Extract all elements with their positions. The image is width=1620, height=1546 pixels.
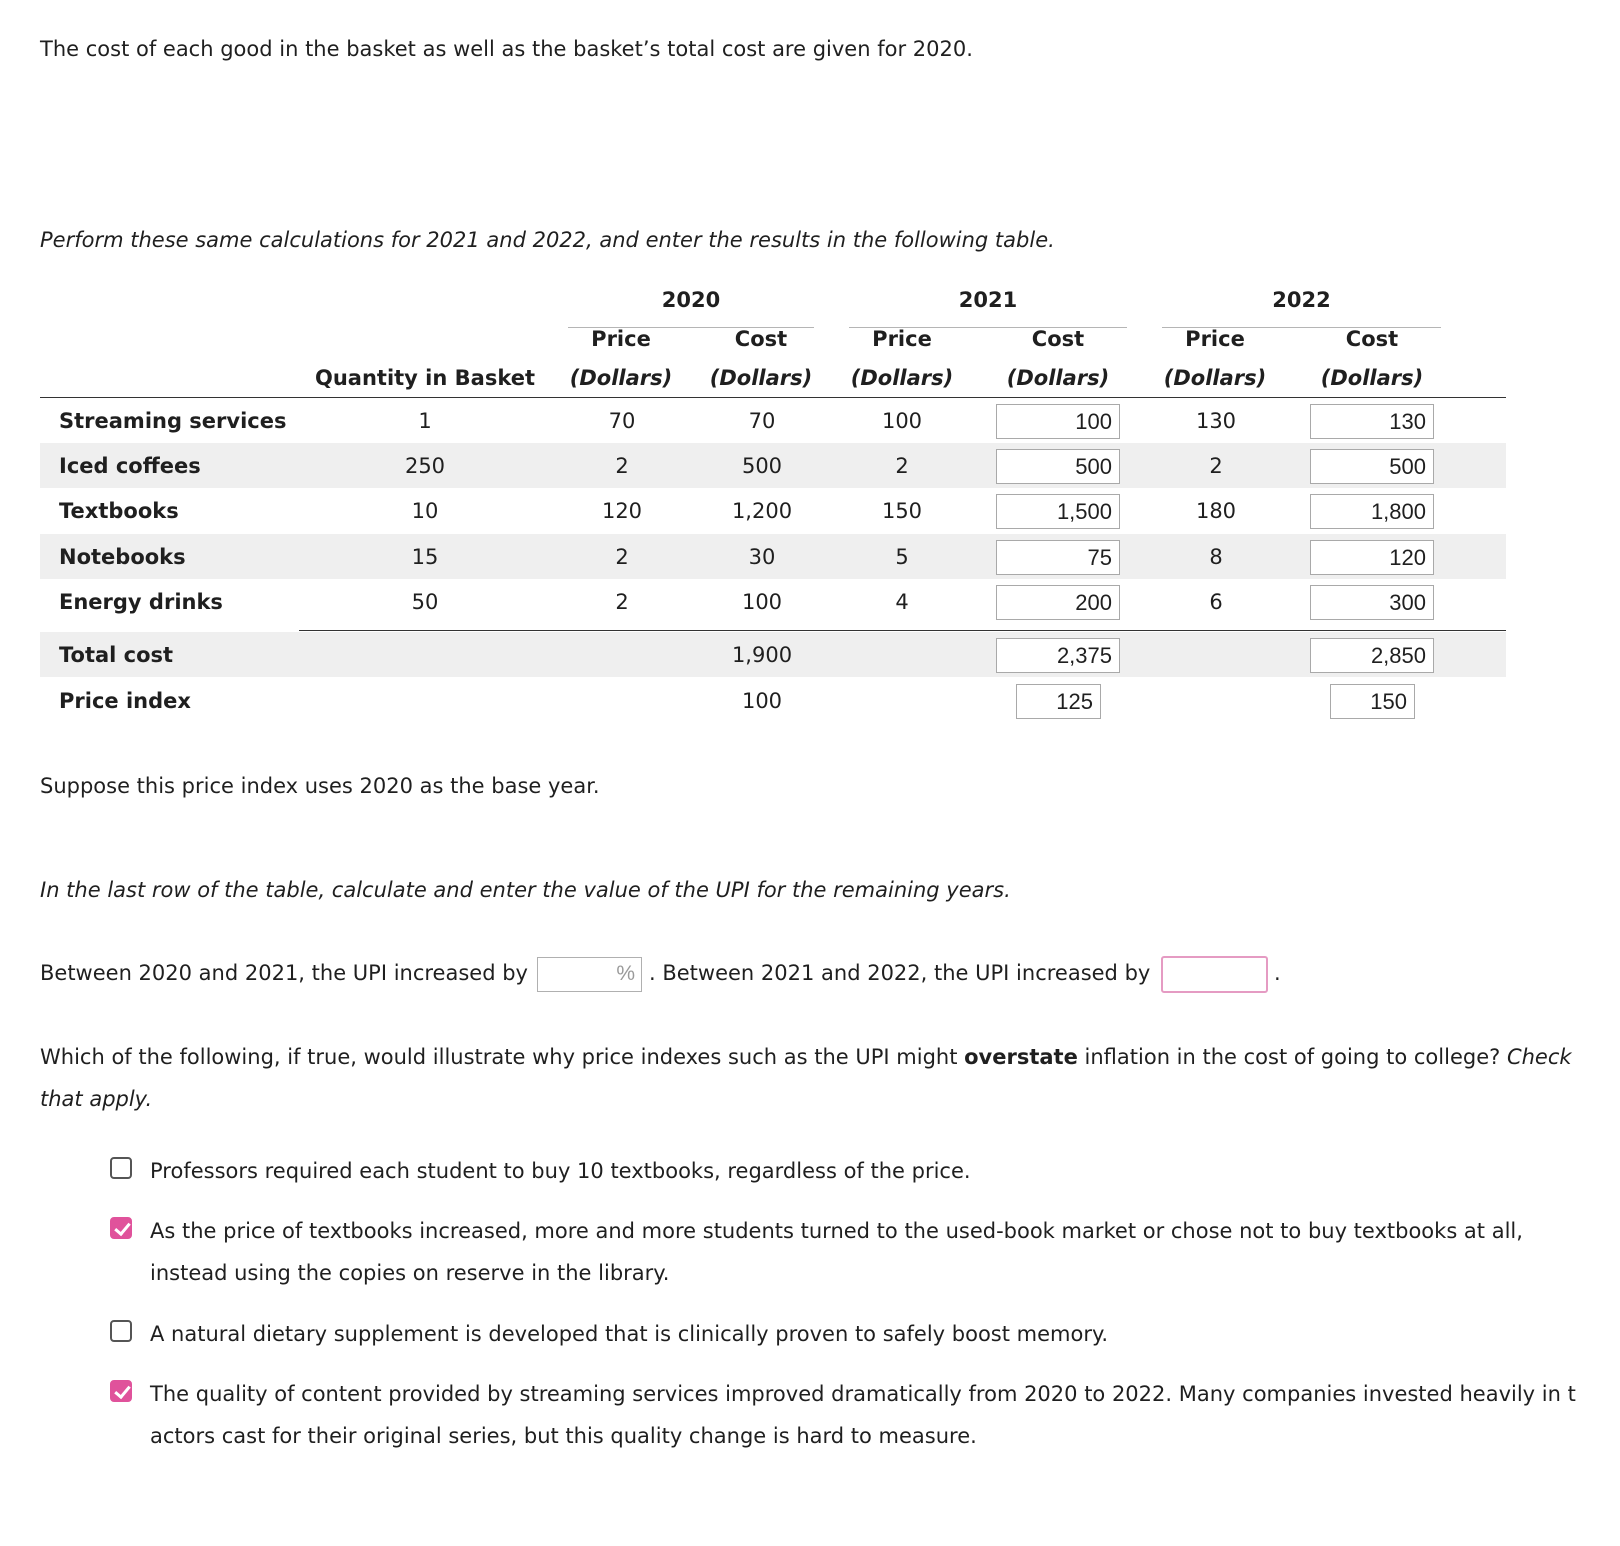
total-2020-cell: 1,900 [731,643,793,667]
price-2021-cell: 4 [895,590,909,614]
price-index-2022-input[interactable]: 150 [1330,684,1415,719]
price-2021-cell: 100 [881,409,923,433]
price-2022-cell: 180 [1195,499,1237,523]
price-index-label: Price index [59,689,191,713]
col-header-units: (Dollars) [1163,366,1267,390]
price-2021-cell: 5 [895,545,909,569]
cost-2020-cell: 500 [741,454,783,478]
row-label: Iced coffees [59,454,201,478]
row-label: Textbooks [59,499,179,523]
cost-2020-cell: 100 [741,590,783,614]
total-label: Total cost [59,643,174,667]
increase-text-2: . Between 2021 and 2022, the UPI increased by [649,961,1151,985]
price-2022-cell: 6 [1209,590,1223,614]
price-2022-cell: 130 [1195,409,1237,433]
year-header-2021: 2021 [958,288,1018,312]
total-2022-input[interactable]: 2,850 [1310,638,1434,673]
increase-text-3: . [1274,961,1281,985]
checkbox-unchecked-icon[interactable] [110,1157,132,1179]
question-line-2: that apply. [40,1087,153,1111]
col-header-units: (Dollars) [1006,366,1110,390]
option-text: Professors required each student to buy 10 textbooks, regardless of the price. [150,1159,971,1183]
col-header-cost-2021: Cost [1031,327,1085,351]
qty-cell: 1 [418,409,432,433]
col-header-price-2020: Price [591,327,651,351]
cost-2022-input[interactable]: 1,800 [1310,494,1434,529]
qty-cell: 250 [404,454,446,478]
cost-2020-cell: 30 [748,545,776,569]
cost-2020-cell: 70 [748,409,776,433]
question-bold: overstate [964,1045,1078,1069]
price-index-2020-cell: 100 [741,689,783,713]
cost-2021-input[interactable]: 75 [996,540,1120,575]
cost-2022-input[interactable]: 300 [1310,585,1434,620]
price-2020-cell: 120 [601,499,643,523]
col-header-price-2021: Price [872,327,932,351]
percent-sign: % [616,962,635,985]
row-label: Energy drinks [59,590,223,614]
col-header-cost-2020: Cost [734,327,788,351]
total-rule [299,630,1506,631]
cost-2021-input[interactable]: 200 [996,585,1120,620]
option-text: The quality of content provided by streaming services improved dramatically from 2020 to 2022. Many companies invested heavily in t [150,1382,1576,1406]
row-label: Notebooks [59,545,186,569]
col-header-units: (Dollars) [850,366,954,390]
option-text: As the price of textbooks increased, more and more students turned to the used-book market or chose not to buy textbooks at all, [150,1219,1523,1243]
header-rule [40,397,1506,398]
option-text: actors cast for their original series, but this quality change is hard to measure. [150,1424,977,1448]
cost-2021-input[interactable]: 500 [996,449,1120,484]
table-instruction: Perform these same calculations for 2021 and 2022, and enter the results in the following table. [40,228,1055,252]
price-2021-cell: 150 [881,499,923,523]
price-2020-cell: 2 [615,545,629,569]
row-label: Streaming services [59,409,287,433]
col-header-quantity: Quantity in Basket [314,366,536,390]
upi-instruction: In the last row of the table, calculate and enter the value of the UPI for the remaining years. [40,878,1011,902]
price-2020-cell: 2 [615,454,629,478]
upi-increase-2021-input[interactable] [537,957,642,992]
price-2022-cell: 2 [1209,454,1223,478]
cost-2022-input[interactable]: 130 [1310,404,1434,439]
qty-cell: 50 [411,590,439,614]
col-header-units: (Dollars) [569,366,673,390]
cost-2021-input[interactable]: 100 [996,404,1120,439]
upi-increase-2022-input[interactable] [1161,956,1268,993]
col-header-units: (Dollars) [1320,366,1424,390]
checkbox-unchecked-icon[interactable] [110,1320,132,1342]
cost-2022-input[interactable]: 500 [1310,449,1434,484]
total-2021-input[interactable]: 2,375 [996,638,1120,673]
year-header-2020: 2020 [661,288,721,312]
option-text: A natural dietary supplement is developed that is clinically proven to safely boost memory. [150,1322,1109,1346]
qty-cell: 15 [411,545,439,569]
option-text: instead using the copies on reserve in the library. [150,1261,670,1285]
col-header-units: (Dollars) [709,366,813,390]
col-header-cost-2022: Cost [1345,327,1399,351]
intro-text: The cost of each good in the basket as well as the basket’s total cost are given for 2020. [40,37,973,61]
cost-2020-cell: 1,200 [731,499,793,523]
increase-text-1: Between 2020 and 2021, the UPI increased by [40,961,528,985]
question-check: Check [1506,1045,1572,1069]
price-2022-cell: 8 [1209,545,1223,569]
price-index-2021-input[interactable]: 125 [1016,684,1101,719]
price-2020-cell: 70 [608,409,636,433]
cost-2021-input[interactable]: 1,500 [996,494,1120,529]
checkbox-checked-icon[interactable] [110,1380,132,1402]
cost-2022-input[interactable]: 120 [1310,540,1434,575]
question-line-1 [40,1045,1572,1069]
question-part2: inflation in the cost of going to college? [1084,1045,1501,1069]
price-2021-cell: 2 [895,454,909,478]
qty-cell: 10 [411,499,439,523]
checkbox-checked-icon[interactable] [110,1217,132,1239]
year-header-2022: 2022 [1272,288,1331,312]
question-part1: Which of the following, if true, would illustrate why price indexes such as the UPI might [40,1045,958,1069]
base-year-note: Suppose this price index uses 2020 as the base year. [40,774,600,798]
col-header-price-2022: Price [1185,327,1245,351]
price-2020-cell: 2 [615,590,629,614]
